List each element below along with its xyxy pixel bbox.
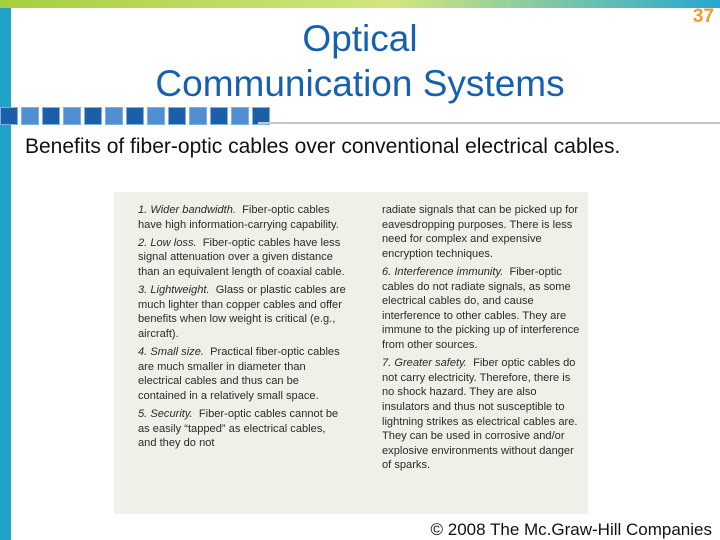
title-rule: [258, 122, 720, 124]
decorative-squares: [0, 107, 270, 125]
benefit-heading: 1. Wider bandwidth.: [138, 204, 236, 216]
slide-subtitle: Benefits of fiber-optic cables over conventional electrical cables.: [25, 135, 621, 158]
benefit-text: Fiber-optic cables cannot be as easily “tapped” as electrical cables, and they do not: [138, 408, 339, 450]
benefit-text: Fiber-optic cables have high information-carrying capability.: [138, 204, 339, 231]
benefit-heading: 2. Low loss.: [138, 236, 197, 249]
benefit-heading: 7. Greater safety.: [382, 357, 467, 370]
copyright-notice: © 2008 The Mc.Graw-Hill Companies: [430, 520, 712, 539]
benefits-column-left: [138, 203, 346, 454]
benefit-text: Practical fiber-optic cables are much smaller in diameter than electrical cables and thus can be contained in a relatively small space.: [138, 346, 340, 402]
title-line-1: Optical: [302, 18, 418, 59]
decor-square: [0, 107, 18, 125]
decor-square: [21, 107, 39, 125]
benefit-item: [138, 203, 346, 232]
slide-title: [120, 16, 600, 106]
benefit-item: [138, 407, 346, 451]
decor-square: [231, 107, 249, 125]
decor-square: [105, 107, 123, 125]
left-border-stripe: [0, 0, 11, 540]
benefit-item: [138, 236, 346, 280]
benefits-textbox: [114, 192, 588, 514]
decor-square: [42, 107, 60, 125]
page-number: 37: [692, 6, 714, 27]
benefit-item: [382, 356, 582, 473]
benefit-heading: 5. Security.: [138, 408, 193, 421]
decor-square: [168, 107, 186, 125]
top-border-stripe: [0, 0, 720, 8]
title-line-2: Communication Systems: [155, 63, 565, 104]
benefit-text: Fiber-optic cables do not radiate signals, as some electrical cables do, and cause interference to other cables. They are immune to the picking up of interference from other sources.: [382, 265, 580, 351]
decor-square: [126, 107, 144, 125]
benefit-item: [382, 265, 582, 353]
benefit-heading: 4. Small size.: [138, 346, 204, 359]
benefit-text: Fiber optic cables do not carry electricity. Therefore, there is no shock hazard. They are also insulators and thus not susceptible to lightning strikes as electrical cables are. They can be used in corrosive and/or explosive environments without danger of sparks.: [382, 357, 578, 472]
decor-square: [63, 107, 81, 125]
benefit-heading: 6. Interference immunity.: [382, 265, 504, 278]
benefit-text: Fiber-optic cables have less signal attenuation over a given distance than an equivalent length of coaxial cable.: [138, 236, 345, 278]
benefit-item: [138, 345, 346, 403]
decor-square: [84, 107, 102, 125]
benefit-item: [138, 283, 346, 341]
benefit-text: Glass or plastic cables are much lighter than copper cables and offer benefits when low weight is critical (e.g., aircraft).: [138, 284, 346, 340]
benefits-column-right: [382, 203, 582, 476]
benefit-heading: 3. Lightweight.: [138, 284, 210, 297]
decor-square: [189, 107, 207, 125]
benefit-continuation: radiate signals that can be picked up for eavesdropping purposes. There is less need for complex and expensive encryption techniques.: [382, 204, 579, 260]
decor-square: [147, 107, 165, 125]
decor-square: [210, 107, 228, 125]
